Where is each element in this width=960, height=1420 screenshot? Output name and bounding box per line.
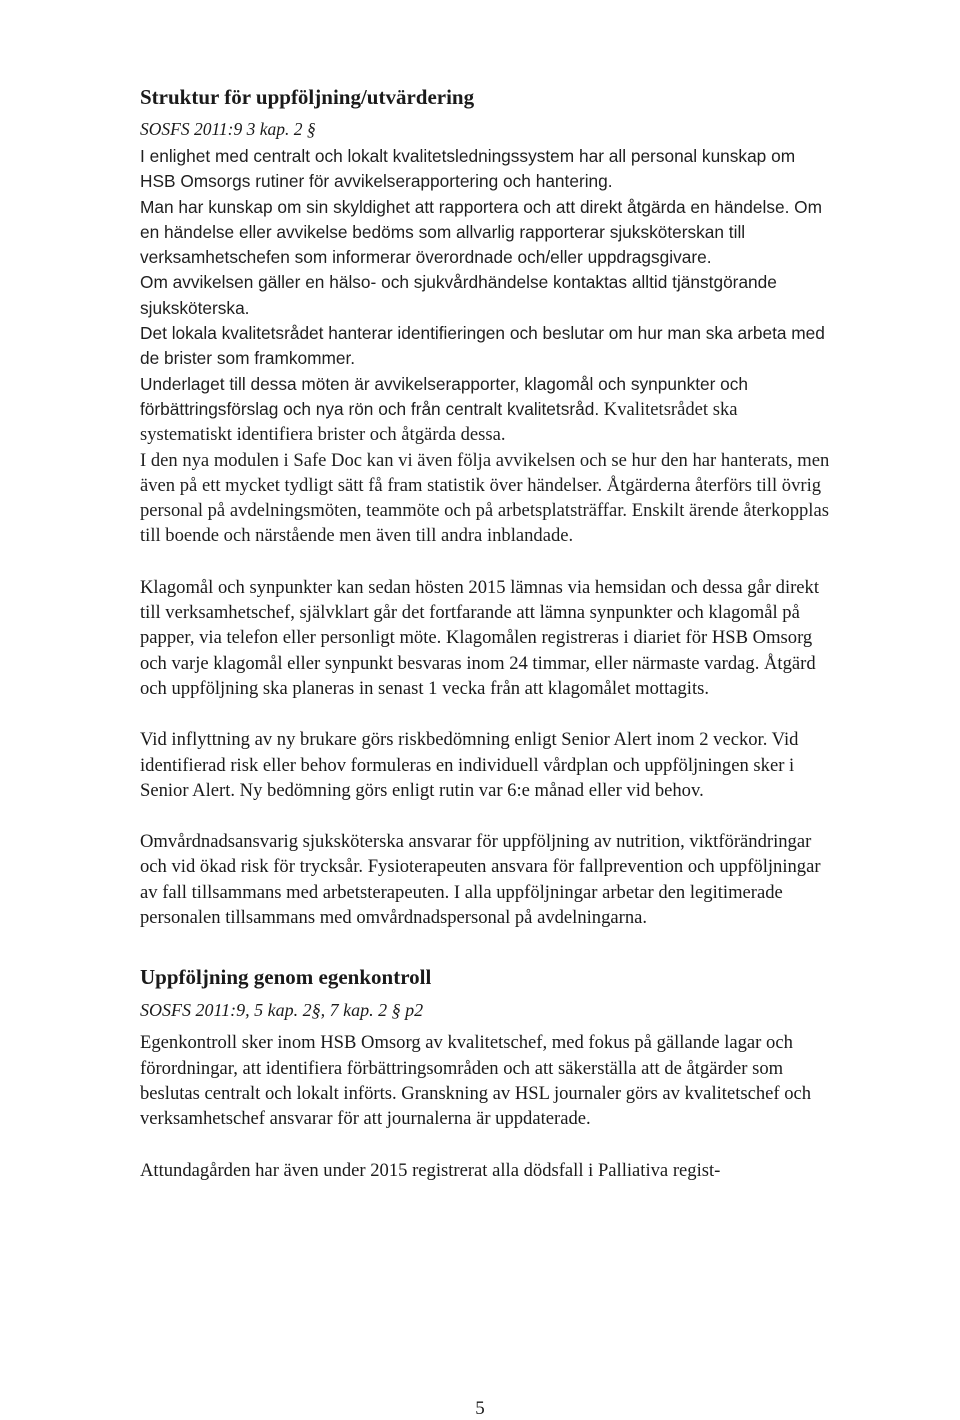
body-line: Det lokala kvalitetsrådet hanterar identifieringen och beslutar om hur man ska arbeta med de brister som framkommer. — [140, 323, 825, 369]
section-1-body — [140, 144, 830, 549]
body-line: I enlighet med centralt och lokalt kvalitetsledningssystem har all personal kunskap om HSB Omsorgs rutiner för avvikelserapportering och hantering. — [140, 146, 796, 192]
section-heading-egenkontroll: Uppföljning genom egenkontroll — [140, 965, 432, 990]
regulation-reference-2: SOSFS 2011:9, 5 kap. 2§, 7 kap. 2 § p2 — [140, 1000, 424, 1021]
page-number: 5 — [475, 1398, 485, 1419]
complaints-paragraph: Klagomål och synpunkter kan sedan hösten 2015 lämnas via hemsidan och dessa går direkt till verksamhetschef, självklart går det fortfarande att lämna synpunkter och klagomål på papper, via telefon eller personligt möte. Klagomålen registreras i diariet för HSB Omsorg och varje klagomål eller synpunkt besvaras inom 24 timmar, eller närmaste vardag. Åtgärd och uppföljning ska planeras in senast 1 vecka från att klagomålet mottagits. — [140, 576, 820, 699]
document-page — [140, 80, 830, 1183]
section-heading-struktur: Struktur för uppföljning/utvärdering — [140, 85, 475, 109]
final-paragraph: Attundagården har även under 2015 registrerat alla dödsfall i Palliativa regist- — [140, 1159, 721, 1181]
nursing-paragraph: Omvårdnadsansvarig sjuksköterska ansvarar för uppföljning av nutrition, viktförändringar och vid ökad risk för trycksår. Fysioterapeuten ansvara för fallprevention och uppföljningar av fall tillsammans med arbetsterapeuten. I alla uppföljningar arbetar den legitimerade personalen tillsammans med omvårdnadspersonal på avdelningarna. — [140, 831, 821, 929]
body-mixed-serif: Kvalitetsrådet ska systematiskt identifiera brister och åtgärda dessa. — [140, 398, 738, 446]
body-mixed-sans: Underlaget till dessa möten är avvikelserapporter, klagomål och synpunkter och förbättringsförslag och nya rön och från centralt kvalitetsråd. — [140, 373, 749, 419]
body-mixed-paragraph — [140, 372, 830, 448]
safe-doc-paragraph: I den nya modulen i Safe Doc kan vi även följa avvikelsen och se hur den har hanterats, men även på ett mycket tydligt sätt få fram statistik över händelser. Åtgärderna återförs till övrig personal på avdelningsmöten, teammöte och på arbetsplatsträffar. Enskilt ärende återkopplas till boende och närstående men även till andra inblandade. — [140, 449, 830, 547]
body-line: Man har kunskap om sin skyldighet att rapportera och att direkt åtgärda en händelse. Om en händelse eller avvikelse bedöms som allvarlig rapporterar sjuksköterskan till verksamhetschefen som informerar överordnade och/eller uppdragsgivare. — [140, 196, 823, 268]
body-line: Om avvikelsen gäller en hälso- och sjukvårdhändelse kontaktas alltid tjänstgörande sjuksköterska. — [140, 272, 777, 318]
risk-paragraph: Vid inflyttning av ny brukare görs riskbedömning enligt Senior Alert inom 2 veckor. Vid identifierad risk eller behov formuleras en individuell vårdplan och uppföljningen sker i Senior Alert. Ny bedömning görs enligt rutin var 6:e månad eller vid behov. — [140, 729, 799, 801]
regulation-reference: SOSFS 2011:9 3 kap. 2 § — [140, 119, 316, 139]
egenkontroll-paragraph: Egenkontroll sker inom HSB Omsorg av kvalitetschef, med fokus på gällande lagar och förordningar, att identifiera förbättringsområden och att säkerställa att de åtgärder som beslutas centralt och lokalt införts. Granskning av HSL journaler görs av kvalitetschef och verksamhetschef ansvarar för att journalerna är uppdaterade. — [140, 1032, 812, 1130]
